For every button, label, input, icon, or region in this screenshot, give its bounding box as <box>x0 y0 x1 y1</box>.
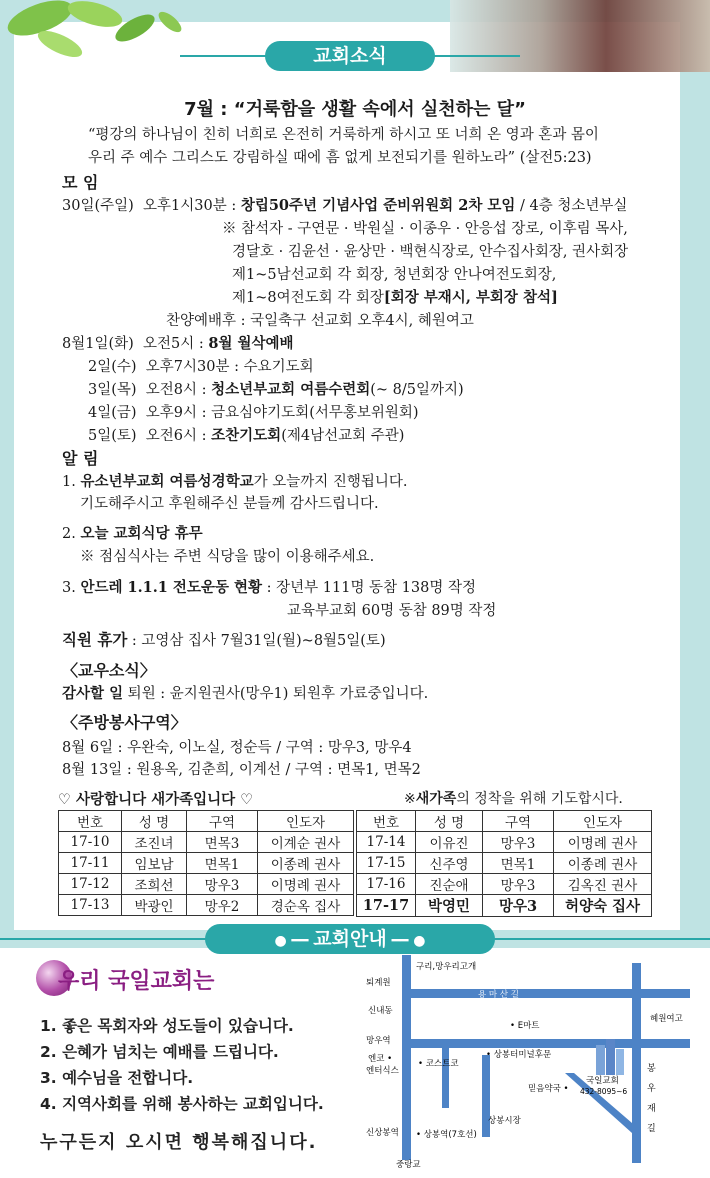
guide-item-2: 2. 은혜가 넘치는 예배를 드립니다. <box>40 1043 279 1061</box>
new-family-note: ※새가족의 정착을 위해 기도합시다. <box>404 791 623 807</box>
road-junggok <box>402 1039 690 1048</box>
map-label-sinsang: 신상봉역 <box>366 1128 399 1138</box>
choir-photo <box>450 0 710 72</box>
table-row: 17-12 조희선 망우3 이명례 권사 <box>59 874 354 895</box>
col-guide: 인도자 <box>258 811 354 832</box>
map-label-phone: 432-8095~6 <box>580 1087 628 1096</box>
new-family-heading: ♡ 사랑합니다 새가족입니다 ♡ <box>58 792 254 808</box>
notice-1-line-2: 기도해주시고 후원해주신 분들께 감사드립니다. <box>80 496 379 512</box>
attendee-line-1: ※ 참석자 - 구연문 · 박원실 · 이종우 · 안응섭 장로, 이후림 목사, <box>222 221 628 237</box>
col-guide: 인도자 <box>554 811 652 832</box>
attendee-line-3: 제1~5남선교회 각 회장, 청년회장 안나여전도회장, <box>232 267 557 283</box>
notice-2-line-2: ※ 점심식사는 주변 식당을 많이 이용해주세요. <box>80 549 375 565</box>
table-row: 17-14 이유진 망우3 이명례 권사 <box>357 832 652 853</box>
kitchen-heading: 〈주방봉사구역〉 <box>62 713 187 732</box>
map-label-jungnang: 중랑교 <box>396 1160 421 1170</box>
table-row: 17-10 조진녀 면목3 이계순 권사 <box>59 832 354 853</box>
staff-vacation: 직원 휴가 : 고영삼 집사 7월31일(월)~8월5일(토) <box>62 631 386 649</box>
col-district: 구역 <box>483 811 554 832</box>
map-label-u: 우 <box>647 1084 656 1094</box>
guide-heading: 우리 국일교회는 <box>58 969 215 994</box>
header-title: 교회소식 <box>265 41 435 71</box>
month-theme-title: 7월 : “거룩함을 생활 속에서 실천하는 달” <box>184 99 526 120</box>
map-label-encore2: 엔터식스 <box>366 1066 399 1076</box>
praise-service: 찬양예배후 : 국일축구 선교회 오후4시, 혜원여고 <box>166 313 474 329</box>
guide-title-pill: ● ━━ 교회안내 ━━ ● <box>205 924 495 954</box>
map-label-terminal: • 상봉터미널후문 <box>486 1050 552 1060</box>
map-label-costco: • 코스트코 <box>418 1059 459 1069</box>
table-row: 17-15 신주영 면목1 이종례 권사 <box>357 853 652 874</box>
notice-1: 1. 유소년부교회 여름성경학교가 오늘까지 진행됩니다. <box>62 473 408 490</box>
table-row: 17-16 진순애 망우3 김옥진 권사 <box>357 874 652 895</box>
col-district: 구역 <box>187 811 258 832</box>
attendee-line-2: 경달호 · 김윤선 · 윤상만 · 백현식장로, 안수집사회장, 권사회장 <box>232 244 629 260</box>
attendee-line-4: 제1~8여전도회 각 회장[회장 부재시, 부회장 참석] <box>232 289 558 306</box>
notice-3: 3. 안드레 1.1.1 전도운동 현황 : 장년부 111명 동참 138명 작정 <box>62 579 476 596</box>
road-yongmasan <box>402 989 690 998</box>
road-bongwoojae <box>632 963 641 1163</box>
schedule-aug1: 8월1일(화) 오전5시 : 8월 월삭예배 <box>62 335 294 352</box>
verse-line-2: 우리 주 예수 그리스도 강림하실 때에 흠 없게 보전되기를 원하노라” (살전5:23) <box>88 150 592 166</box>
table-header-row <box>357 811 652 832</box>
table-row: 17-11 임보남 면목1 이종례 권사 <box>59 853 354 874</box>
guide-item-3: 3. 예수님을 전합니다. <box>40 1069 194 1087</box>
notice-2: 2. 오늘 교회식당 휴무 <box>62 525 203 542</box>
map-label-market: 상봉시장 <box>488 1116 521 1126</box>
new-family-table-left <box>58 810 354 916</box>
schedule-aug4: 4일(금) 오후9시 : 금요심야기도회(서무홍보위원회) <box>88 405 419 421</box>
road-small <box>442 1048 449 1108</box>
map-label-sinnae: 신내동 <box>368 1006 393 1016</box>
guide-slogan: 누구든지 오시면 행복해집니다. <box>40 1132 318 1153</box>
leaves-decoration <box>0 0 200 70</box>
table-header-row <box>59 811 354 832</box>
guide-item-1: 1. 좋은 목회자와 성도들이 있습니다. <box>40 1017 294 1035</box>
map-label-hyewon: 혜원여고 <box>650 1014 683 1024</box>
kitchen-line-2: 8월 13일 : 원용옥, 김춘희, 이계선 / 구역 : 면목1, 면목2 <box>62 762 421 778</box>
church-map <box>360 955 690 1170</box>
new-family-table-right <box>356 810 652 917</box>
verse-line-1: “평강의 하나님이 친히 너희로 온전히 거룩하게 하시고 또 너희 온 영과 혼과 몸이 <box>88 127 599 143</box>
table-row: 17-13 박광인 망우2 경순옥 집사 <box>59 895 354 916</box>
guide-item-4: 4. 지역사회를 위해 봉사하는 교회입니다. <box>40 1095 324 1113</box>
schedule-aug5: 5일(토) 오전6시 : 조찬기도회(제4남선교회 주관) <box>88 427 405 444</box>
meeting-item-1: 30일(주일) 오후1시30분 : 창립50주년 기념사업 준비위원회 2차 모임 / 4층 청소년부실 <box>62 197 628 214</box>
col-number: 번호 <box>357 811 416 832</box>
map-label-bong: 봉 <box>647 1064 656 1074</box>
notice-3-line-2: 교육부교회 60명 동참 89명 작정 <box>287 603 497 619</box>
map-label-emart: • E마트 <box>510 1021 540 1031</box>
col-name: 성 명 <box>416 811 483 832</box>
schedule-aug3: 3일(목) 오전8시 : 청소년부교회 여름수련회(~ 8/5일까지) <box>88 381 464 398</box>
map-label-jae: 재 <box>647 1104 656 1114</box>
edu-news-item: 감사할 일 퇴원 : 윤지원권사(망우1) 퇴원후 가료중입니다. <box>62 685 429 702</box>
meeting-heading: 모 임 <box>62 173 99 192</box>
table-row: 17-17 박영민 망우3 허양숙 집사 <box>357 895 652 917</box>
schedule-aug2: 2일(수) 오후7시30분 : 수요기도회 <box>88 359 314 375</box>
col-name: 성 명 <box>122 811 187 832</box>
map-label-guri: 구리,망우리고개 <box>416 962 477 972</box>
edu-news-heading: 〈교우소식〉 <box>62 661 156 680</box>
map-label-yongmasan: 용 마 산 길 <box>478 990 519 1000</box>
road-vertical-left <box>402 955 411 1160</box>
map-label-church: 국일교회 <box>586 1076 619 1086</box>
map-label-gil: 길 <box>647 1124 656 1134</box>
guide-title: 교회안내 <box>313 928 387 950</box>
map-label-encore: 엔코 • <box>368 1054 393 1064</box>
map-label-mangu: 망우역 <box>366 1036 391 1046</box>
map-label-sangbong7: • 상봉역(7호선) <box>416 1130 477 1140</box>
col-number: 번호 <box>59 811 122 832</box>
kitchen-line-1: 8월 6일 : 우완숙, 이노실, 정순득 / 구역 : 망우3, 망우4 <box>62 740 412 756</box>
map-label-toegyewon: 퇴계원 <box>366 978 391 988</box>
map-label-pharmacy: 믿음약국 • <box>528 1084 569 1094</box>
notice-heading: 알 림 <box>62 449 99 468</box>
